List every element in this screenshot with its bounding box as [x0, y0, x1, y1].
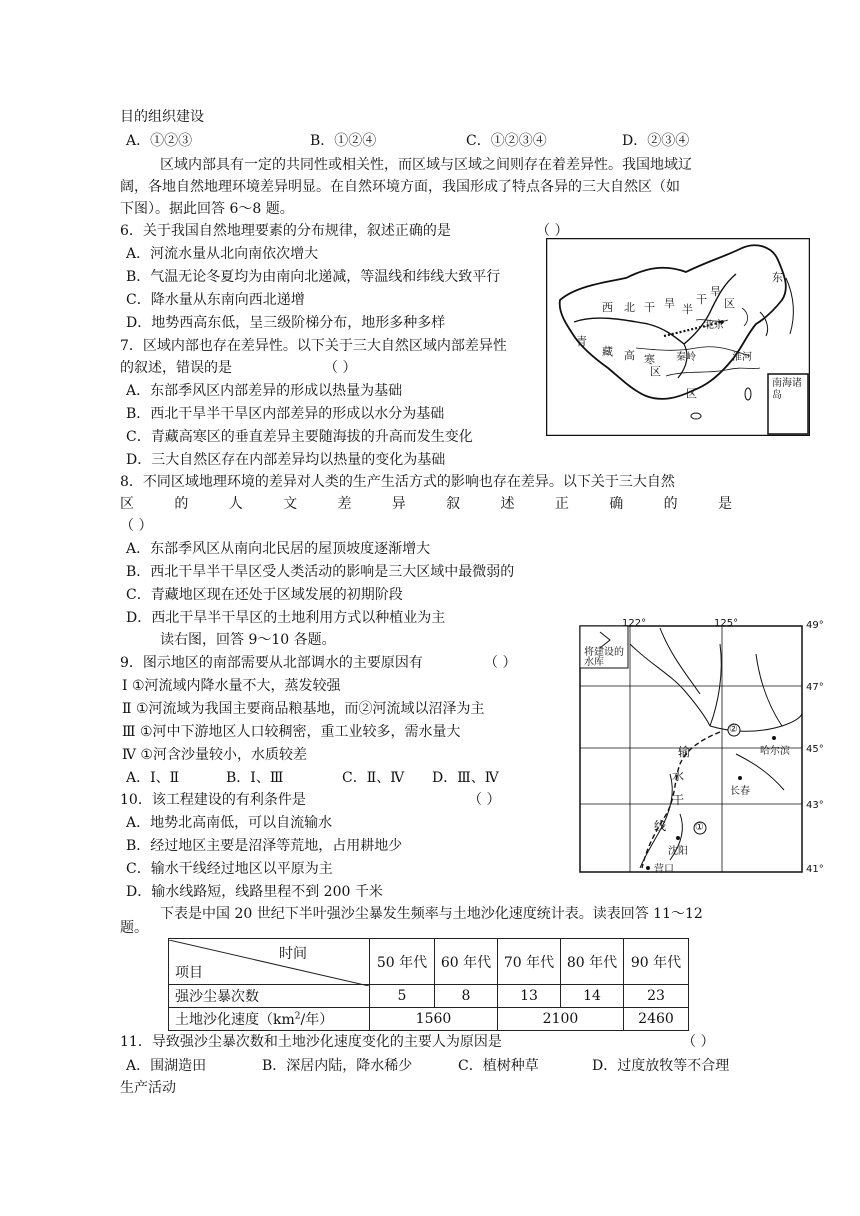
- q7-option-b: B．西北干旱半干旱区内部差异的形成以水分为基础: [126, 406, 445, 422]
- table-corner-cell: [169, 939, 370, 985]
- passage-9-10: 读右图，回答 9～10 各题。: [160, 632, 336, 648]
- q8-stem-line-1: 8．不同区域地理环境的差异对人类的生产生活方式的影响也存在差异。以下关于三大自然: [120, 474, 675, 490]
- table-cell: 13: [498, 985, 561, 1008]
- city-changchun: 长春: [730, 786, 750, 797]
- map-label-half: 半: [682, 303, 693, 316]
- q5-option-c: C．①②③④: [466, 133, 547, 149]
- q8-char: 确: [609, 496, 624, 512]
- sandstorm-table: [168, 938, 689, 1031]
- china-regions-map: [546, 238, 810, 436]
- q8-stem-line-2: [120, 494, 732, 514]
- map-label-gao: 高: [624, 349, 635, 362]
- map-label-dry: 干: [644, 301, 655, 314]
- map-label-region: 区: [724, 297, 735, 310]
- map-label-north: 北: [624, 301, 635, 314]
- row2-label-sup: 2: [294, 1011, 301, 1022]
- table-cell: 8: [435, 985, 498, 1008]
- q11-option-c: C．植树种草: [458, 1058, 539, 1074]
- q6-option-b: B．气温无论冬夏均为由南向北递减，等温线和纬线大致平行: [126, 269, 501, 285]
- q7-stem-line-2: 的叙述，错误的是: [120, 360, 232, 376]
- map-label-east: 东: [772, 271, 783, 284]
- legend-reservoir: 将建设的水库: [584, 647, 624, 668]
- q9-item-1: Ⅰ ①河流域内降水量不大，蒸发较强: [122, 678, 341, 694]
- q8-char: 异: [391, 496, 406, 512]
- table-cell: 2460: [624, 1008, 689, 1031]
- reservoir-1-marker: ①: [695, 822, 704, 833]
- canal-label-char: 输: [678, 745, 691, 759]
- city-yingkou: 营口: [654, 864, 674, 875]
- map-label-region: 区: [686, 387, 697, 400]
- decade-header: 60 年代: [435, 939, 498, 985]
- water-diversion-map: [560, 614, 830, 874]
- q8-char: 是: [717, 496, 732, 512]
- q8-option-d: D．西北干旱半干旱区的土地利用方式以种植业为主: [126, 610, 446, 626]
- q11-option-d-continuation: 生产活动: [120, 1080, 176, 1096]
- map-label-han: 寒: [644, 353, 655, 366]
- q8-answer-bracket: （ ）: [120, 518, 153, 534]
- q6-stem: 6．关于我国自然地理要素的分布规律，叙述正确的是: [120, 223, 451, 239]
- q8-char: 述: [500, 496, 515, 512]
- q8-char: 差: [337, 496, 352, 512]
- table-cell: 23: [624, 985, 689, 1008]
- q9-answer-bracket: （ ）: [484, 655, 517, 671]
- q10-answer-bracket: （ ）: [468, 792, 501, 808]
- q9-stem: 9．图示地区的南部需要从北部调水的主要原因有: [120, 655, 423, 671]
- q7-answer-bracket: （ ）: [324, 360, 357, 376]
- table-cell: 2100: [498, 1008, 624, 1031]
- map-label-huaihe: 淮河: [732, 352, 752, 363]
- row2-label-suffix: /年）: [300, 1012, 334, 1028]
- q10-option-b: B．经过地区主要是沼泽等荒地，占用耕地少: [126, 838, 403, 854]
- map-label-qinling: 秦岭: [676, 352, 696, 363]
- map-label-dry: 旱: [664, 297, 675, 310]
- intro-line: 目的组织建设: [120, 109, 204, 125]
- q9-option-d: D．Ⅲ、Ⅳ: [432, 770, 499, 786]
- table-cell: 14: [561, 985, 624, 1008]
- q9-option-c: C．Ⅱ、Ⅳ: [342, 770, 405, 786]
- lat-label: 43°: [806, 800, 824, 811]
- city-harbin: 哈尔滨: [760, 746, 790, 757]
- decade-header: 80 年代: [561, 939, 624, 985]
- q8-char: 文: [283, 496, 298, 512]
- canal-label-char: 干: [672, 793, 685, 807]
- decade-header: 90 年代: [624, 939, 689, 985]
- q8-option-b: B．西北干旱半干旱区受人类活动的影响是三大区域中最微弱的: [126, 564, 515, 580]
- q7-stem-line-1: 7．区域内部也存在差异性。以下关于三大自然区域内部差异性: [120, 338, 507, 354]
- q6-option-a: A．河流水量从北向南依次增大: [126, 246, 319, 262]
- map-label-beijing: 北京: [704, 320, 724, 331]
- lon-label: 125°: [714, 618, 739, 629]
- q6-option-c: C．降水量从东南向西北递增: [126, 292, 305, 308]
- reservoir-2-marker: ②: [729, 724, 738, 735]
- q9-option-b: B．Ⅰ、Ⅲ: [226, 770, 284, 786]
- map-label-region: 区: [650, 365, 661, 378]
- q8-char: 正: [554, 496, 569, 512]
- row2-label-prefix: 土地沙化速度（km: [175, 1012, 295, 1028]
- header-item: 项目: [175, 964, 203, 981]
- q9-item-2: Ⅱ ①河流域为我国主要商品粮基地，而②河流域以沼泽为主: [122, 701, 485, 717]
- table-cell: 1560: [370, 1008, 498, 1031]
- lon-label: 122°: [622, 618, 647, 629]
- q8-char: 的: [663, 496, 678, 512]
- q7-option-d: D．三大自然区存在内部差异均以热量的变化为基础: [126, 452, 446, 468]
- lat-label: 41°: [806, 864, 824, 875]
- city-shenyang: 沈阳: [668, 846, 688, 857]
- q8-char: 区: [120, 496, 134, 512]
- q8-char: 叙: [446, 496, 461, 512]
- header-time: 时间: [279, 945, 307, 962]
- q5-option-b: B．①②④: [310, 133, 377, 149]
- canal-label-char: 水: [672, 769, 685, 783]
- q6-answer-bracket: （ ）: [536, 223, 569, 239]
- map-label-dry: 旱: [710, 285, 721, 298]
- q8-option-a: A．东部季风区从南向北民居的屋顶坡度逐渐增大: [126, 541, 431, 557]
- q10-option-d: D．输水线路短，线路里程不到 200 千米: [126, 884, 383, 900]
- table-cell: 5: [370, 985, 435, 1008]
- passage-11-12-line-2: 题。: [120, 920, 148, 936]
- canal-label-char: 线: [654, 819, 667, 833]
- map-label-west: 西: [602, 301, 613, 314]
- q8-char: 的: [174, 496, 189, 512]
- map-label-zang: 藏: [602, 345, 613, 358]
- q11-stem: 11．导致强沙尘暴次数和土地沙化速度变化的主要人为原因是: [120, 1034, 502, 1050]
- lat-label: 49°: [806, 620, 824, 631]
- q7-option-c: C．青藏高寒区的垂直差异主要随海拔的升高而发生变化: [126, 429, 473, 445]
- lat-label: 47°: [806, 682, 824, 693]
- lat-label: 45°: [806, 744, 824, 755]
- passage-line-2: 阔，各地自然地理环境差异明显。在自然环境方面，我国形成了特点各异的三大自然区（如: [120, 179, 680, 195]
- decade-header: 50 年代: [370, 939, 435, 985]
- q6-option-d: D．地势西高东低，呈三级阶梯分布，地形多种多样: [126, 315, 446, 331]
- q11-option-d: D．过度放牧等不合理: [592, 1058, 730, 1074]
- q10-option-a: A．地势北高南低，可以自流输水: [126, 815, 333, 831]
- q10-stem: 10．该工程建设的有利条件是: [120, 792, 306, 808]
- map-label-dry: 干: [696, 293, 707, 306]
- row-label-desertification: [169, 1008, 370, 1031]
- q9-item-4: Ⅳ ①河含沙量较小，水质较差: [122, 747, 307, 763]
- map-label-qing: 青: [576, 335, 587, 348]
- q7-option-a: A．东部季风区内部差异的形成以热量为基础: [126, 383, 403, 399]
- q5-option-d: D．②③④: [622, 133, 690, 149]
- map-inset-label: 南海诸岛: [772, 378, 802, 401]
- q11-option-a: A．围湖造田: [126, 1058, 207, 1074]
- q10-option-c: C．输水干线经过地区以平原为主: [126, 861, 333, 877]
- q5-option-a: A．①②③: [126, 133, 193, 149]
- row-label-sandstorms: 强沙尘暴次数: [169, 985, 370, 1008]
- passage-line-1: 区域内部具有一定的共同性或相关性，而区域与区域之间则存在着差异性。我国地域辽: [160, 157, 692, 173]
- q8-char: 人: [228, 496, 243, 512]
- q9-item-3: Ⅲ ①河中下游地区人口较稠密，重工业较多，需水量大: [122, 724, 461, 740]
- decade-header: 70 年代: [498, 939, 561, 985]
- q9-option-a: A．Ⅰ、Ⅱ: [126, 770, 180, 786]
- q11-option-b: B．深居内陆，降水稀少: [262, 1058, 413, 1074]
- passage-line-3: 下图）。据此回答 6～8 题。: [120, 201, 294, 217]
- q8-option-c: C．青藏地区现在还处于区域发展的初期阶段: [126, 587, 403, 603]
- q11-answer-bracket: （ ）: [682, 1034, 715, 1050]
- passage-11-12-line-1: 下表是中国 20 世纪下半叶强沙尘暴发生频率与土地沙化速度统计表。读表回答 11～12: [160, 906, 703, 922]
